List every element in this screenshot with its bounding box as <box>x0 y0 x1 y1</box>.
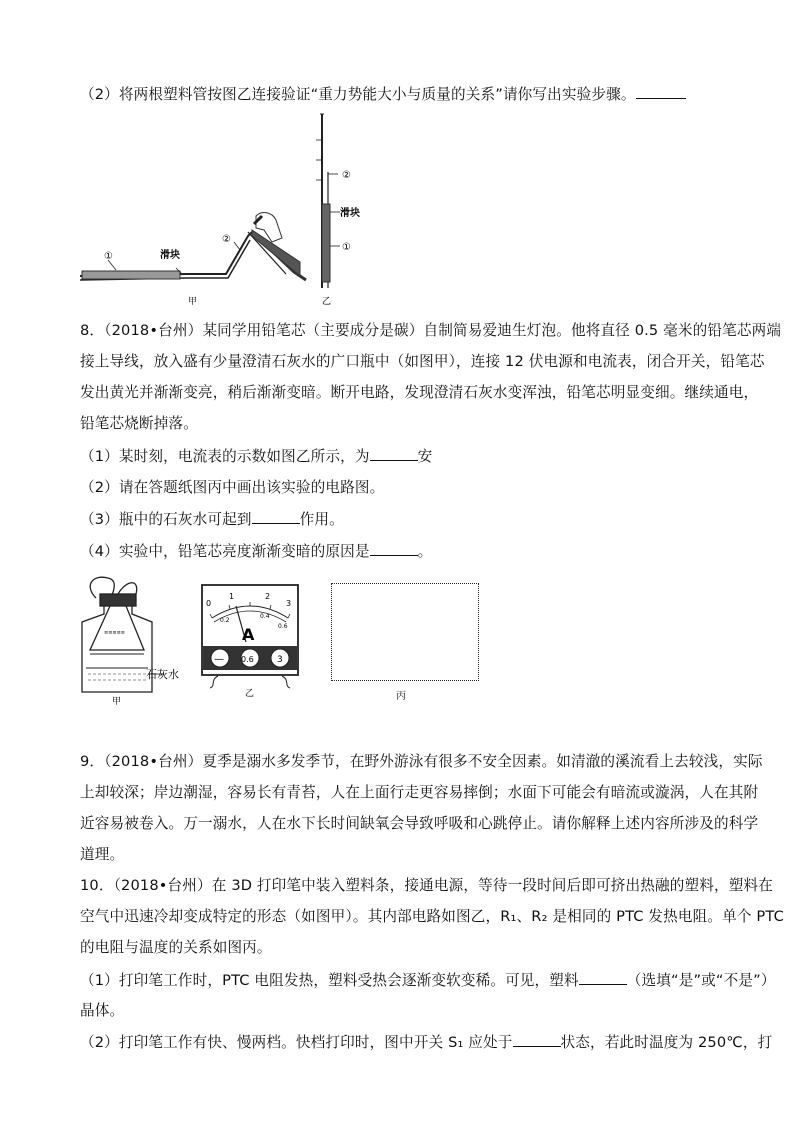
label-slider-a: 滑块 <box>160 250 180 261</box>
caption-yi-8: 乙 <box>245 689 255 699</box>
caption-jia: 甲 <box>188 297 198 307</box>
scale-bottom-1: 0.2 <box>220 617 230 624</box>
q8-sub1-text: （1）某时刻，电流表的示数如图乙所示，为 <box>80 448 370 465</box>
label-1a: ① <box>104 251 113 262</box>
q10-line-2: 空气中迅速冷却变成特定的形态（如图甲）。其内部电路如图乙，R₁、R₂ 是相同的 PTC 发热电阻。单个 PTC <box>80 908 784 925</box>
scale-top-3: 3 <box>286 599 292 608</box>
q7-part2-text: （2）将两根塑料管按图乙连接验证“重力势能大小与质量的关系”请你写出实验步骤。 <box>80 86 636 103</box>
q8-sub4-after: 。 <box>417 543 433 560</box>
terminal-3: 3 <box>277 655 283 665</box>
label-1b: ① <box>342 242 351 253</box>
scale-bottom-3: 0.6 <box>278 623 288 630</box>
q8-sub1-unit: 安 <box>417 448 433 465</box>
terminal-06: 0.6 <box>241 655 254 664</box>
answer-blank <box>370 446 418 461</box>
answer-blank <box>579 970 627 985</box>
q10-line-1: 10．（2018•台州）在 3D 打印笔中装入塑料条，接通电源，等待一段时间后即可挤出热融的塑料，塑料在 <box>80 877 773 894</box>
q9-line-3: 近容易被卷入。万一溺水，人在水下长时间缺氧会导致呼吸和心跳停止。请你解释上述内容所涉及的科学 <box>80 815 759 832</box>
caption-jia-8: 甲 <box>112 697 122 707</box>
terminal-neg: — <box>214 654 224 665</box>
q10-sub2-after: 状态，若此时温度为 250℃，打 <box>560 1034 773 1051</box>
q8-line-3: 发出黄光并渐渐变亮，稍后渐渐变暗。断开电路，发现澄清石灰水变浑浊，铅笔芯明显变细。继续通电， <box>80 384 759 401</box>
label-2a: ② <box>222 234 231 245</box>
caption-bing: 丙 <box>396 691 406 702</box>
figure-yi-tube <box>316 114 340 288</box>
q8-line-2: 接上导线，放入盛有少量澄清石灰水的广口瓶中（如图甲），连接 12 伏电源和电流表，闭合开关，铅笔芯 <box>80 353 765 370</box>
meter-unit: A <box>242 625 255 644</box>
scale-top-1: 1 <box>229 592 235 601</box>
q8-line-4: 铅笔芯烧断掉落。 <box>80 415 198 432</box>
q9-line-4: 道理。 <box>80 846 125 863</box>
figure-jia-tubes <box>80 213 306 280</box>
q8-jar-figure <box>74 572 194 707</box>
answer-blank <box>513 1032 561 1047</box>
caption-yi: 乙 <box>322 297 332 307</box>
q8-sub3 <box>80 509 344 530</box>
lime-water-label: 石灰水 <box>146 668 179 681</box>
q10-sub1-text: （1）打印笔工作时，PTC 电阻发热，塑料受热会逐渐变软变稀。可见，塑料 <box>80 972 579 989</box>
scale-bottom-2: 0.4 <box>260 613 270 620</box>
q8-sub4 <box>80 541 432 562</box>
q8-sub1 <box>80 446 432 467</box>
q10-sub1-after: （选填“是”或“不是”） <box>626 972 776 989</box>
scale-top-0: 0 <box>206 599 212 608</box>
label-slider-b: 滑块 <box>340 208 360 219</box>
ammeter-figure <box>196 582 302 700</box>
q10-sub2 <box>80 1032 772 1053</box>
q8-sub4-text: （4）实验中，铅笔芯亮度渐渐变暗的原因是 <box>80 543 370 560</box>
q8-sub3-after: 作用。 <box>299 511 344 528</box>
q9-line-1: 9．（2018•台州）夏季是溺水多发季节，在野外游泳有很多不安全因素。如清澈的溪流看上去较浅，实际 <box>80 753 763 770</box>
answer-blank <box>370 541 418 556</box>
label-2b: ② <box>342 170 351 181</box>
scale-top-2: 2 <box>265 592 271 601</box>
answer-blank <box>636 84 686 99</box>
q10-sub1 <box>80 970 776 991</box>
q10-sub1-cont: 晶体。 <box>80 1002 125 1019</box>
q9-line-2: 上却较深；岸边潮湿，容易长有青苔，人在上面行走更容易摔倒；水面下可能会有暗流或漩涡，人在其附 <box>80 784 759 801</box>
q10-sub2-text: （2）打印笔工作有快、慢两档。快档打印时，图中开关 S₁ 应处于 <box>80 1034 513 1051</box>
q8-sub3-text: （3）瓶中的石灰水可起到 <box>80 511 252 528</box>
q7-figure <box>76 112 360 308</box>
answer-box-bing[interactable] <box>331 583 479 681</box>
q10-line-3: 的电阻与温度的关系如图丙。 <box>80 939 272 956</box>
q7-part2 <box>80 84 686 105</box>
answer-blank <box>252 509 300 524</box>
pencil-label: ≡≡≡≡≡ <box>104 630 125 636</box>
q8-sub2: （2）请在答题纸图丙中画出该实验的电路图。 <box>80 479 385 496</box>
q8-line-1: 8．（2018•台州）某同学用铅笔芯（主要成分是碳）自制简易爱迪生灯泡。他将直径 0.5 毫米的铅笔芯两端 <box>80 322 782 339</box>
